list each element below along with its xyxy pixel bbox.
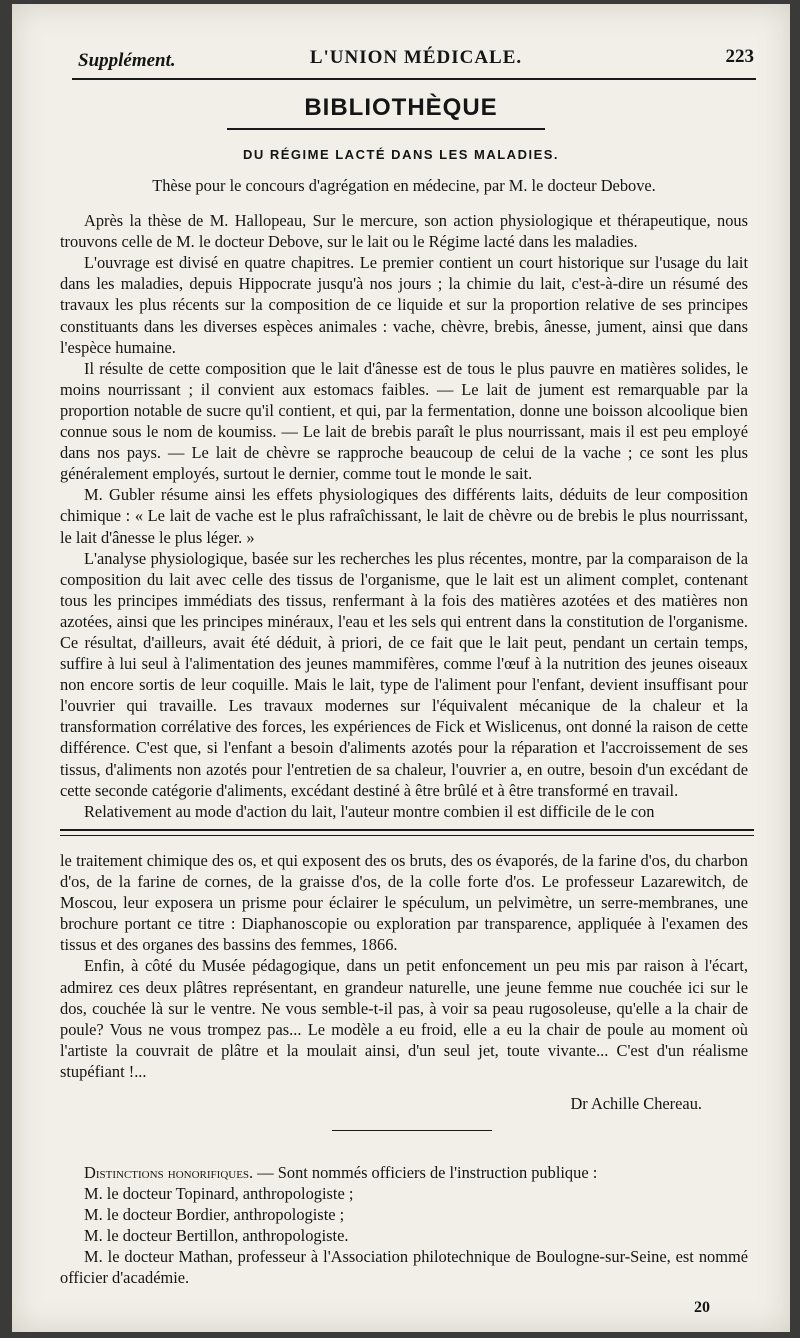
author-signature: Dr Achille Chereau. (570, 1094, 702, 1113)
paragraph: Après la thèse de M. Hallopeau, Sur le mercure, son action physiologique et thérapeutique, nous trouvons celle de M. le docteur Debove, sur le lait ou le Régime lacté dans les maladies. (60, 211, 748, 252)
paragraph: Enfin, à côté du Musée pédagogique, dans un petit enfoncement un peu mis par raison à l'écart, admirez ces deux plâtres représentant, en grandeur naturelle, une jeune femme nue couchée ici sur le dos, couchée là sur le ventre. Ne vous semble-t-il pas, à voir sa peau rugosoleuse, qu'elle a la chair de poule? Vous ne vous trompez pas... Le modèle a eu froid, elle a eu la chair de poule au moment où l'artiste la couvrait de plâtre et la moulait ainsi, d'un seul jet, toute vivante... C'est d'un réalisme stupéfiant !... (60, 956, 748, 1081)
feuilleton-body (60, 850, 748, 1082)
signature-rule (332, 1130, 492, 1131)
article-intro: Thèse pour le concours d'agrégation en médecine, par M. le docteur Debove. (152, 176, 656, 195)
paragraph: L'analyse physiologique, basée sur les recherches les plus récentes, montre, par la comparaison de la composition du lait avec celle des tissus de l'organisme, que le lait est un aliment complet, contenant tous les principes immédiats des tissus, renfermant à la fois des matières azotées et des matières non azotées, ainsi que les principes minéraux, l'eau et les sels qui entrent dans la constitution de l'organisme. Ce résultat, d'ailleurs, avait été déduit, à priori, de ce fait que le lait peut, pendant un certain temps, suffire à lui seul à l'alimentation des jeunes mammifères, comme l'œuf à la nutrition des jeunes oiseaux non encore sortis de leur coquille. Mais le lait, type de l'aliment pour l'enfant, devient insuffisant pour l'ouvrier qui travaille. Les travaux modernes sur l'équivalent mécanique de la chaleur et la transformation corrélative des forces, les expériences de Fick et Wislicenus, ont donné la raison de cette différence. C'est que, si l'enfant a besoin d'aliments azotés pour la réparation et l'accroissement de ses tissus, d'aliments non azotés pour l'entretien de sa chaleur, l'ouvrier a, en outre, besoin d'un excédant de cette seconde catégorie d'aliments, excédant destiné à être brûlé et à être transformé en travail. (60, 548, 748, 800)
paragraph: le traitement chimique des os, et qui exposent des os bruts, des os évaporés, de la farine d'os, du charbon d'os, de la farine de cornes, de la graisse d'os, de la colle forte d'os. Le professeur Lazarewitch, de Moscou, leur exposera un prisme pour éclairer le spéculum, un pelvimètre, un serre-membranes, une brochure portant ce titre : Diaphanoscopie ou exploration par transparence, appliquée à l'examen des tissus et des organes des bassins des femmes, 1866. (60, 851, 748, 955)
paragraph: M. Gubler résume ainsi les effets physiologiques des différents laits, déduits de leur composition chimique : « Le lait de vache est le plus rafraîchissant, le lait de chèvre ou de brebis le plus nourrissant, le lait d'ânesse le plus léger. » (60, 485, 748, 547)
article-title: DU RÉGIME LACTÉ DANS LES MALADIES. (242, 147, 560, 162)
distinctions-intro (60, 1162, 748, 1183)
column-separator-top (60, 829, 754, 831)
running-header (78, 42, 754, 76)
distinctions-section (60, 1162, 748, 1289)
header-rule (72, 78, 756, 80)
journal-title: L'UNION MÉDICALE. (309, 47, 523, 68)
column-separator-bottom (60, 835, 754, 836)
distinction-item: M. le docteur Bertillon, anthropologiste. (84, 1226, 349, 1246)
distinction-last: M. le docteur Mathan, professeur à l'Association philotechnique de Boulogne-sur-Seine, est nommé officier d'académie. (60, 1247, 748, 1288)
page-number-top: 223 (725, 46, 754, 67)
paragraph: Il résulte de cette composition que le lait d'ânesse est de tous le plus pauvre en matières solides, le moins nourrissant ; il convient aux estomacs faibles. — Le lait de jument est remarquable par la proportion notable de sucre qu'il contient, et qui, par la fermentation, donne une boisson alcoolique bien connue sous le nom de koumiss. — Le lait de brebis paraît le plus nourrissant, mais il est peu employé dans nos pays. — Le lait de chèvre se rapproche beaucoup de celui de la vache ; ce sont les plus généralement employés, surtout le dernier, comme tout le monde le sait. (60, 358, 748, 484)
article-body (60, 175, 748, 822)
paragraph: Relativement au mode d'action du lait, l'auteur montre combien il est difficile de le con (84, 801, 655, 821)
paragraph: L'ouvrage est divisé en quatre chapitres. Le premier contient un court historique sur l'usage du lait dans les maladies, depuis Hippocrate jusqu'à nos jours ; la chimie du lait, c'est-à-dire un résumé des travaux les plus récents sur la composition de ce liquide et sur la proportion relative de ses principes constituants dans les diverses espèces animales : vache, chèvre, brebis, ânesse, jument, ainsi que dans l'espèce humaine. (60, 253, 748, 357)
title-rule (227, 128, 545, 130)
distinctions-heading: Distinctions honorifiques. (84, 1163, 254, 1182)
journal-page (12, 4, 790, 1332)
section-title: BIBLIOTHÈQUE (304, 94, 498, 121)
distinctions-lead: — Sont nommés officiers de l'instruction publique : (257, 1163, 598, 1182)
distinction-item: M. le docteur Topinard, anthropologiste ; (84, 1184, 354, 1204)
page-number-bottom: 20 (694, 1299, 710, 1316)
header-section: Supplément. (78, 50, 176, 71)
distinction-item: M. le docteur Bordier, anthropologiste ; (84, 1205, 345, 1225)
